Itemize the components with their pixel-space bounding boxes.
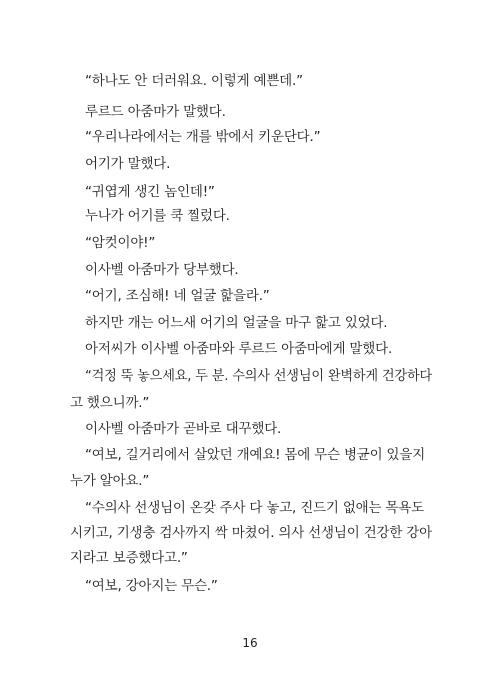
page-number: 16 [242,636,258,650]
text-line: 어기가 말했다. [85,156,171,172]
text-line: “하나도 안 더러워요. 이렇게 예쁜데.” [85,73,303,89]
text-line: 이사벨 아줌마가 곧바로 대꾸했다. [85,421,282,437]
text-line: “암컷이야!” [85,235,156,251]
text-line: “우리나라에서는 개를 밖에서 키운단다.” [85,129,321,145]
text-line: 루르드 아줌마가 말했다. [85,104,226,120]
text-line: 지라고 보증했다고.” [70,550,188,566]
text-line: 하지만 개는 어느새 어기의 얼굴을 마구 핥고 있었다. [85,315,388,331]
text-line: “여보, 길거리에서 살았던 개예요! 몸에 무슨 병균이 있을지 [85,447,426,463]
text-line: 누가 알아요.” [70,473,150,489]
text-line: 아저씨가 이사벨 아줌마와 루르드 아줌마에게 말했다. [85,341,393,357]
text-line: “수의사 선생님이 온갖 주사 다 놓고, 진드기 없애는 목욕도 [85,500,424,516]
text-line: “어기, 조심해! 네 얼굴 핥을라.” [85,288,270,304]
text-line: “귀엽게 생긴 놈인데!” [85,184,215,200]
text-line: 누나가 어기를 쿡 찔렀다. [85,208,230,224]
text-line: 이사벨 아줌마가 당부했다. [85,262,239,278]
text-line: “걱정 뚝 놓으세요, 두 분. 수의사 선생님이 완벽하게 건강하다 [85,368,432,384]
text-line: 시키고, 기생충 검사까지 싹 마쳤어. 의사 선생님이 건강한 강아 [70,525,432,541]
text-line: 고 했으니까.” [70,395,150,411]
text-line: “여보, 강아지는 무슨.” [85,578,218,594]
